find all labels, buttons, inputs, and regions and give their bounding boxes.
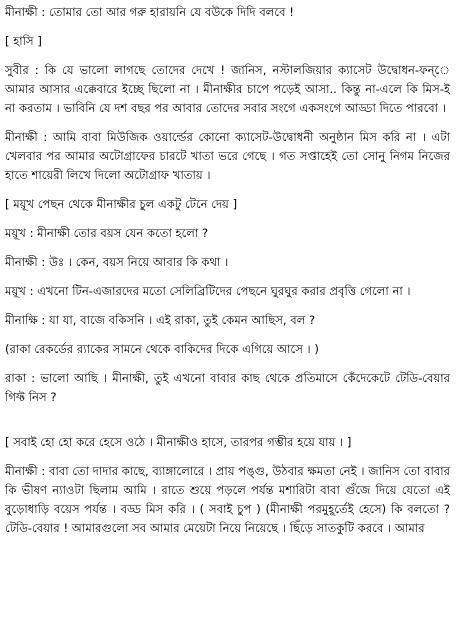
dialogue-line: মীনাক্ষি : যা যা, বাজে বকিসনি । এই রাকা, তুই কেমন আছিস, বল ?	[5, 313, 316, 327]
dialogue-line: রাকা : ভালো আছি । মীনাক্ষী, তুই এখনো বাবার কাছ থেকে প্রতিমাসে কেঁদেকেটে টেডি-বেয়ার গিফ্ট নিস ?	[5, 371, 450, 404]
stage-direction: [ হাসি ]	[5, 34, 42, 48]
dialogue-line: ময়ূখ : এখনো টিন-এজারদের মতো সেলিব্রিটিদের পেছনে ঘুরঘুর করার প্রবৃত্তি গেলো না ।	[5, 284, 411, 298]
stage-direction: [ ময়ূখ পেছন থেকে মীনাক্ষীর চুল একটু টেনে দেয় ]	[5, 197, 238, 211]
stage-direction: [ সবাই হো হো করে হেসে ওঠে । মীনাক্ষীও হাসে, তারপর গম্ভীর হয়ে যায় । ]	[5, 435, 352, 449]
dialogue-line: মীনাক্ষী : আমি বাবা মিউজিক ওয়ার্ল্ডের কোনো ক্যাসেট-উদ্বোধনী অনুষ্ঠান মিস করি না । এটা খেলবার পর আমার অটোগ্রাফের চারটে খাতা ভরে গেছে । গত সপ্তাহেই তো সোনু নিগম নিজের হাতে শায়েরী লিখে দিলো অটোগ্রাফ খাতায় ।	[5, 130, 450, 182]
dialogue-line: মীনাক্ষী : বাবা তো দাদার কাছে, ব্যাঙ্গালোরে । প্রায় পঙ্গু, উঠবার ক্ষমতা নেই । জানিস তো বাবার কি ভীষণ ন্যাওটা ছিলাম আমি । রাতে শুয়ে পড়লে পর্যন্ত মশারিটা বাবা গুঁজে দিয়ে যেতো এই বুড়োধাড়ি বয়েস পর্যন্ত । বড্ড মিস করি । ( সবাই চুপ ) (মীনাক্ষী পরমুহূর্তেই হেসে) কি বলতো ? টেডি-বেয়ার ! আমারগুলো সব আমার মেয়েটা নিয়ে নিয়েছে । ছিঁড়ে সাতকুটি করবে । আমার	[5, 464, 450, 535]
dialogue-line: মীনাক্ষী : উঃ । কেন, বয়স নিয়ে আবার কি কথা ।	[5, 255, 229, 269]
stage-direction: (রাকা রেকর্ডের র‍্যাকের সামনে থেকে বাকিদের দিকে এগিয়ে আসে । )	[5, 342, 319, 356]
dialogue-line: মীনাক্ষী : তোমার তো আর গরু হারায়নি যে বউকে দিদি বলবে !	[5, 5, 294, 19]
dialogue-line: ময়ূখ : মীনাক্ষী তোর বয়স যেন কতো হলো ?	[5, 226, 209, 240]
dialogue-line: সুবীর : কি যে ভালো লাগছে তোদের দেখে ! জানিস, নস্টালজিয়ার ক্যাসেট উদ্বোধন-ফন্ে আমার আসার এক্কেবারে ইচ্ছে ছিলো না । মীনাক্ষীর চাপে পড়েই আসা.. কিন্তু না-এলে কি মিস-ই না করতাম । ভাবিনি যে দশ বছর পর আবার তোদের সবার সংগে একসংগে আড্ডা দিতে পারবো ।	[5, 63, 450, 115]
